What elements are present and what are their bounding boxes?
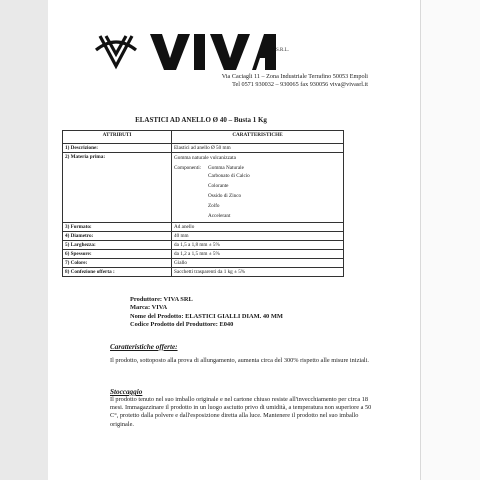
value-cell: Elastici ad anello Ø 50 mm — [172, 144, 344, 153]
table-header-row — [63, 131, 344, 144]
value-cell: Ad anello — [172, 223, 344, 232]
components-label: Componenti: — [174, 165, 202, 171]
component-item: Gomma Naturale — [208, 165, 244, 171]
column-header: ATTRIBUTI — [63, 131, 172, 144]
address-line: Via Caciagli 11 – Zona Industriale Terrafino 50053 Empoli — [221, 73, 368, 80]
attribute-cell: 3) Formato: — [63, 223, 172, 232]
components-list — [174, 165, 341, 221]
component-item: Colorante — [208, 183, 229, 189]
table-row — [63, 153, 344, 223]
attribute-cell: 6) Spessore: — [63, 250, 172, 259]
component-item: Zolfo — [208, 203, 220, 209]
document-title: ELASTICI AD ANELLO Ø 40 – Busta 1 Kg — [135, 116, 267, 124]
producer-info — [130, 296, 283, 329]
adjacent-page-edge — [420, 0, 480, 480]
column-header: CARATTERISTICHE — [172, 131, 344, 144]
brand-line: Marca: VIVA — [130, 304, 168, 312]
attribute-cell: 8) Confezione offerta : — [63, 268, 172, 277]
attribute-cell: 7) Colore: — [63, 259, 172, 268]
value-cell: 40 mm — [172, 232, 344, 241]
section-heading-features: Caratteristiche offerte: — [110, 343, 178, 351]
contact-line: Tel 0571 930032 – 930065 fax 930056 viva@vivasrl.it — [232, 80, 368, 88]
producer-line: Produttore: VIVA SRL — [130, 296, 193, 303]
viva-logo — [92, 28, 282, 74]
value-cell: Giallo — [172, 259, 344, 268]
table-row — [63, 250, 344, 259]
table-row — [63, 144, 344, 153]
attribute-cell: 5) Larghezza: — [63, 241, 172, 250]
component-item: Accelerant — [208, 213, 231, 219]
value-cell — [172, 153, 344, 223]
material-text: Gomma naturale vulcanizzata — [174, 155, 236, 161]
attribute-cell: 2) Materia prima: — [63, 153, 172, 223]
value-cell: Sacchetti trasparenti da 1 kg ± 5% — [172, 268, 344, 277]
table-row — [63, 232, 344, 241]
attribute-cell: 4) Diametro: — [63, 232, 172, 241]
logo-wordmark — [150, 34, 276, 70]
value-cell: da 1,2 a 1,5 mm ± 5% — [172, 250, 344, 259]
company-suffix: S.R.L. — [276, 48, 289, 53]
section-text-features: Il prodotto, sottoposto alla prova di allungamento, aumenta circa del 300% rispetto alle misure iniziali. — [110, 357, 369, 364]
table-row — [63, 268, 344, 277]
table-row — [63, 223, 344, 232]
product-code-line: Codice Prodotto del Produttore: E040 — [130, 320, 234, 328]
product-name-line: Nome del Prodotto: ELASTICI GIALLI DIAM. 40 MM — [130, 312, 283, 320]
component-item: Carbonato di Calcio — [208, 173, 250, 179]
table-row — [63, 259, 344, 268]
logo-emblem-icon — [96, 36, 136, 66]
specifications-table — [62, 130, 344, 277]
attribute-cell: 1) Descrizione: — [63, 144, 172, 153]
value-cell: da 1,5 a 1,8 mm ± 5% — [172, 241, 344, 250]
section-heading-storage: Stoccaggio — [110, 388, 143, 396]
component-item: Ossido di Zinco — [208, 193, 242, 199]
company-address — [210, 73, 368, 88]
table-row — [63, 241, 344, 250]
section-text-storage: Il prodotto tenuto nel suo imballo originale e nel cartone chiuso resiste all'invecchiamento per circa 18 mesi. Immagazzinare il prodotto in un luogo asciutto privo di umidità, a temperatura non superiore a 50 C°, protetto dalla polvere e dall'esposizione diretta alla luce. Mantenere il prodotto nel suo imballo originale. — [110, 396, 372, 428]
